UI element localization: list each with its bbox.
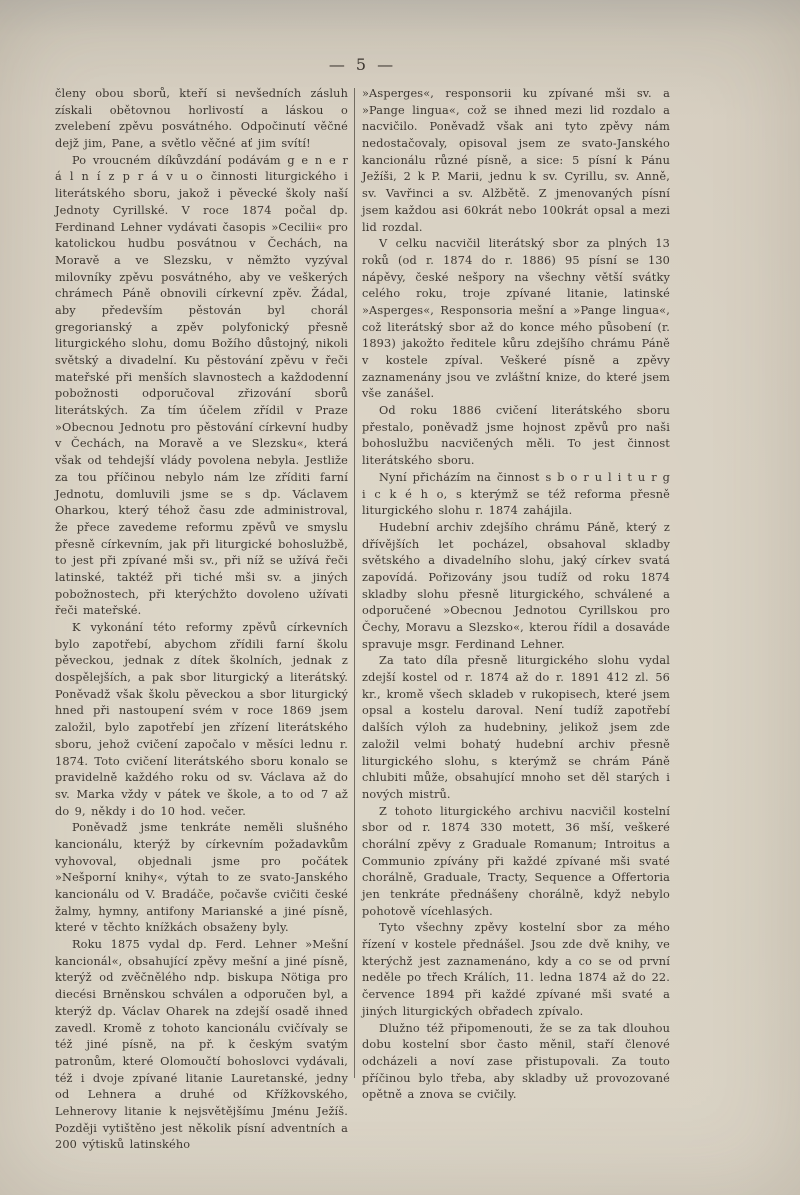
paragraph: V celku nacvičil literátský sbor za plných 13 roků (od r. 1874 do r. 1886) 95 písní se 130 nápěvy, české nešpory na všechny větší svátky celého roku, troje zpívané litanie, latinské »Asperges«, Responsoria mešní a »Pange lingua«, což literátský sbor až do konce mého působení (r. 1893) jakožto ředitele kůru zdejšího chrámu Páně v kostele zpíval. Veškeré písně a zpěvy zaznamenány jsou ve zvláštní knize, do které jsem vše zanášel. xyxy=(362,237,670,401)
page-number: — 5 — xyxy=(328,55,397,74)
paragraph: »Asperges«, responsorii ku zpívané mši sv. a »Pange lingua«, což se ihned mezi lid rozdalo a nacvičilo. Poněvadž však ani tyto zpěvy nám nedostačovaly, opisoval jsem ze svato-Janského kancionálu různé písně, a sice: 5 písní k Pánu Ježíši, 2 k P. Marii, jednu k sv. Cyrillu, sv. Anně, sv. Vavřinci a sv. Alžbětě. Z jmenovaných písní jsem každou asi 60krát nebo 100krát opsal a mezi lid rozdal. xyxy=(362,87,670,234)
paragraph: Roku 1875 vydal dp. Ferd. Lehner »Mešní kancionál«, obsahující zpěvy mešní a jiné písně, kterýž od zvěčnělého ndp. biskupa Nötiga pro diecési Brněnskou schválen a odporučen byl, a kterýž dp. Václav Oharek na zdejší osadě ihned zavedl. Kromě z tohoto kancionálu cvičívaly se též jiné písně, na př. k českým svatým patronům, které Olomoučtí bohoslovci vydávali, též i dvoje zpívané litanie Lauretanské, jedny od Lehnera a druhé od Křížkovského, Lehnerovy litanie k nejsvětějšímu Jménu Ježíš. Později vytištěno jest několik písní adventních a 200 výtisků latinského xyxy=(55,938,348,1152)
paragraph: Nyní přicházím na činnost s b o r u l i t u r g i c k é h o, s kterýmž se též reforma přesně liturgického slohu r. 1874 zahájila. xyxy=(362,470,670,518)
paragraph: Za tato díla přesně liturgického slohu vydal zdejší kostel od r. 1874 až do r. 1891 412 zl. 56 kr., kromě všech skladeb v rukopisech, které jsem opsal a kostelu daroval. Není tudíž zapotřebí dalších výloh za hudebniny, jelikož jsem zde založil velmi bohatý hudební archiv přesně liturgického slohu, s kterýmž se chrám Páně chlubiti může, obsahující mnoho set děl starých i nových mistrů. xyxy=(362,654,670,801)
paragraph: Z tohoto liturgického archivu nacvičil kostelní sbor od r. 1874 330 motett, 36 mší, veškeré chorální zpěvy z Graduale Romanum; Introitus a Communio zpívány při každé zpívané mši svaté chorálně, Graduale, Tracty, Sequence a Offertoria jen tenkráte přednášeny chorálně, když nebylo pohotově vícehlasých. xyxy=(362,804,670,918)
paragraph: K vykonání této reformy zpěvů církevních bylo zapotřebí, abychom zřídili farní školu pěveckou, jednak z dítek školních, jednak z dospělejších, a pak sbor liturgický a literátský. Poněvadž však školu pěveckou a sbor liturgický hned při nastoupení svém v roce 1869 jsem založil, bylo zapotřebí jen zřízení literátského sboru, jehož cvičení započalo v měsíci lednu r. 1874. Toto cvičení literátského sboru konalo se pravidelně každého roku od sv. Václava až do sv. Marka vždy v pátek ve škole, a to od 7 až do 9, někdy i do 10 hod. večer. xyxy=(55,621,348,818)
paragraph: Poněvadž jsme tenkráte neměli slušného kancionálu, kterýž by církevním požadavkům vyhovoval, objednali jsme pro počátek »Nešporní knihy«, výtah to ze svato-Janského kancionálu od V. Bradáče, počavše cvičiti české žalmy, hymny, antifony Marianské a jiné písně, které v těchto knížkách obsaženy byly. xyxy=(55,821,348,935)
column-divider-rule xyxy=(354,88,355,1078)
paragraph: Od roku 1886 cvičení literátského sboru přestalo, poněvadž jsme hojnost zpěvů pro naši bohoslužbu nacvičených měli. To jest činnost literátského sboru. xyxy=(362,404,670,468)
paragraph: členy obou sborů, kteří si nevšedních zásluh získali obětovnou horlivostí a láskou o zvelebení zpěvu posvátného. Odpočinutí věčné dejž jim, Pane, a světlo věčné ať jim svítí! xyxy=(55,87,348,151)
text-column-right xyxy=(362,86,670,1104)
text-column-left xyxy=(55,86,348,1154)
paragraph: Po vroucném díkůvzdání podávám g e n e r á l n í z p r á v u o činnosti liturgického i literátského sboru, jakož i pěvecké školy naší Jednoty Cyrillské. V roce 1874 počal dp. Ferdinand Lehner vydávati časopis »Cecilii« pro katolickou hudbu posvátnou v Čechách, na Moravě a ve Slezsku, v němžto vyzýval milovníky zpěvu posvátného, aby ve veškerých chrámech Páně obnovili církevní zpěv. Žádal, aby především pěstován byl chorál gregorianský a zpěv polyfonický přesně liturgického slohu, domu Božího důstojný, nikoli světský a divadelní. Ku pěstování zpěvu v řeči mateřské při menších slavnostech a každodenní pobožnosti odporučoval zřizování sborů literátských. Za tím účelem zřídil v Praze »Obecnou Jednotu pro pěstování církevní hudby v Čechách, na Moravě a ve Slezsku«, která však od tehdejší vlády povolena nebyla. Jestliže za tou příčinou nebylo nám lze zříditi farní Jednotu, domluvili jsme se s dp. Václavem Oharkou, který téhož času zde administroval, že přece zavedeme reformu zpěvů ve smyslu přesně církevním, jak při liturgické bohoslužbě, to jest při zpívané mši sv., při níž se užívá řeči latinské, taktéž při tiché mši sv. a jiných pobožnostech, při kterýchžto dovoleno užívati řeči mateřské. xyxy=(55,153,348,618)
paragraph: Hudební archiv zdejšího chrámu Páně, který z dřívějších let pocházel, obsahoval skladby světského a divadelního slohu, jaký církev svatá zapovídá. Pořizovány jsou tudíž od roku 1874 skladby slohu přesně liturgického, schválené a odporučené »Obecnou Jednotou Cyrillskou pro Čechy, Moravu a Slezsko«, kterou řídil a dosaváde spravuje msgr. Ferdinand Lehner. xyxy=(362,520,670,651)
paragraph: Tyto všechny zpěvy kostelní sbor za mého řízení v kostele přednášel. Jsou zde dvě knihy, ve kterýchž jest zaznamenáno, kdy a co se od první neděle po třech Králích, 11. ledna 1874 až do 22. července 1894 při každé zpívané mši svaté a jiných liturgických obřadech zpívalo. xyxy=(362,921,670,1018)
paragraph: Dlužno též připomenouti, že se za tak dlouhou dobu kostelní sbor často měnil, staří členové odcházeli a noví zase přistupovali. Za touto příčinou bylo třeba, aby skladby už provozované opětně a znova se cvičily. xyxy=(362,1021,670,1102)
